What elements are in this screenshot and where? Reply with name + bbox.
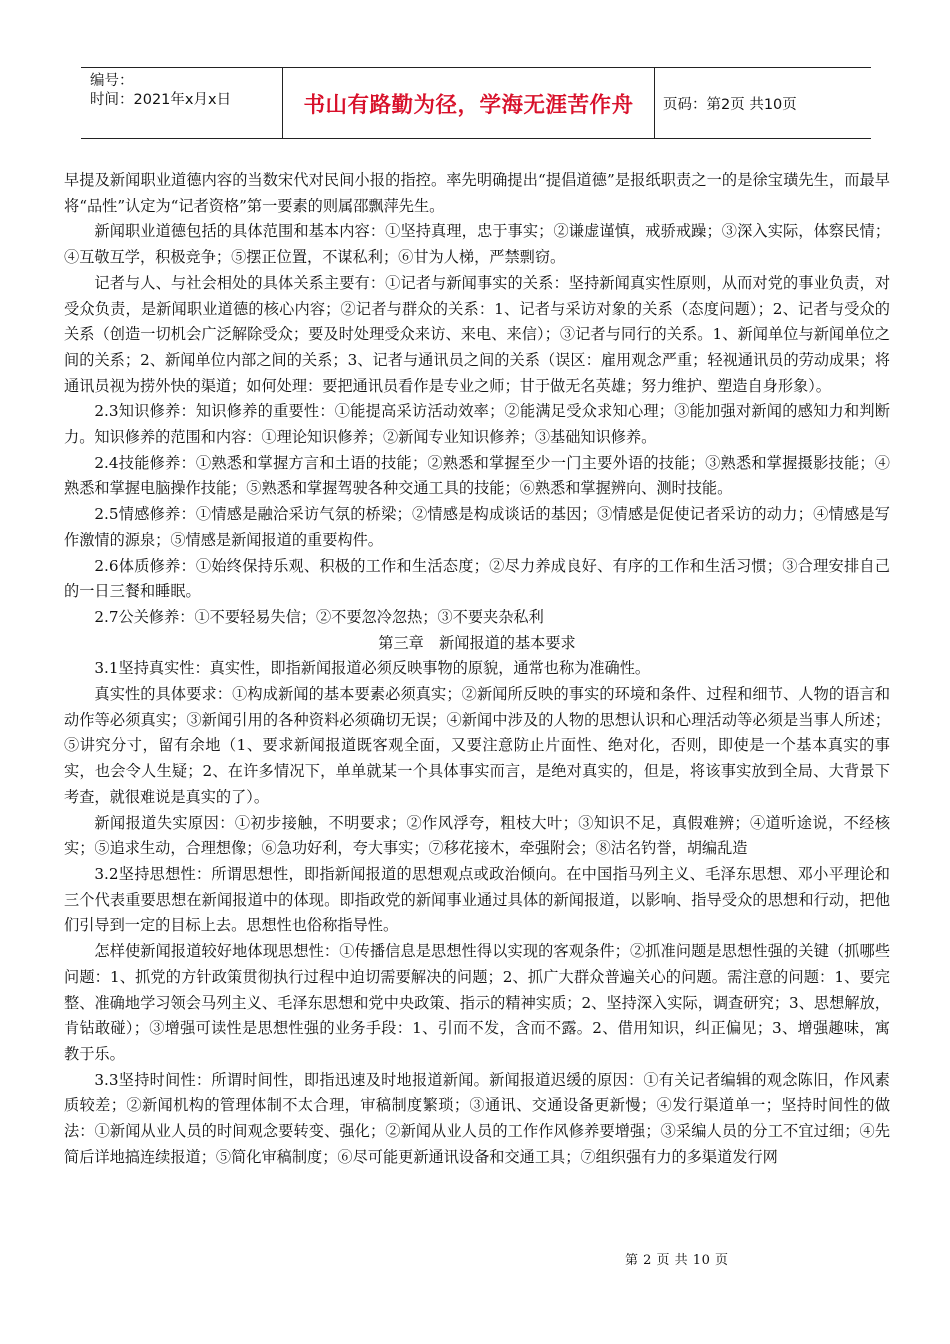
body-paragraph: 3.1坚持真实性：真实性，即指新闻报道必须反映事物的原貌，通常也称为准确性。	[94, 659, 651, 678]
document-body	[64, 168, 890, 1170]
header-page-info-cell	[655, 68, 871, 138]
body-paragraph: 2.7公关修养：①不要轻易失信；②不要忽冷忽热；③不要夹杂私利	[94, 607, 544, 626]
chapter-heading: 第三章 新闻报道的基本要求	[378, 633, 576, 652]
page-header	[81, 67, 871, 139]
document-date-label: 时间：2021年x月x日	[90, 92, 232, 108]
body-paragraph: 2.5情感修养：①情感是融洽采访气氛的桥梁；②情感是构成谈话的基因；③情感是促使记者采访的动力；④情感是写作激情的源泉；⑤情感是新闻报道的重要构件。	[64, 505, 890, 549]
body-paragraph: 3.3坚持时间性：所谓时间性，即指迅速及时地报道新闻。新闻报道迟缓的原因：①有关记者编辑的观念陈旧，作风素质较差；②新闻机构的管理体制不太合理，审稿制度繁琐；③通讯、交通设备更新慢；④发行渠道单一；坚持时间性的做法：①新闻从业人员的时间观念要转变、强化；②新闻从业人员的工作作风修养要增强；③采编人员的分工不宜过细；④先简后详地搞连续报道；⑤简化审稿制度；⑥尽可能更新通讯设备和交通工具；⑦组织强有力的多渠道发行网	[64, 1070, 890, 1166]
header-meta	[81, 68, 283, 138]
body-paragraph: 早提及新闻职业道德内容的当数宋代对民间小报的指控。率先明确提出“提倡道德”是报纸职责之一的是徐宝璜先生，而最早将“品性”认定为“记者资格”第一要素的则属邵飘萍先生。	[64, 171, 890, 215]
body-paragraph: 3.2坚持思想性：所谓思想性，即指新闻报道的思想观点或政治倾向。在中国指马列主义、毛泽东思想、邓小平理论和三个代表重要思想在新闻报道中的体现。即指政党的新闻事业通过具体的新闻报道，以影响、指导受众的思想和行动，把他们引导到一定的目标上去。思想性也俗称指导性。	[64, 864, 890, 935]
document-number-label: 编号：	[90, 73, 134, 89]
header-motto: 书山有路勤为径，学海无涯苦作舟	[303, 92, 634, 118]
body-paragraph: 新闻报道失实原因：①初步接触，不明要求；②作风浮夸，粗枝大叶；③知识不足，真假难辨；④道听途说，不经核实；⑤追求生动，合理想像；⑥急功好利，夸大事实；⑦移花接木，牵强附会；⑧沽名钓誉，胡编乱造	[64, 813, 890, 858]
body-paragraph: 新闻职业道德包括的具体范围和基本内容：①坚持真理，忠于事实；②谦虚谨慎，戒骄戒躁；③深入实际，体察民情；④互敬互学，积极竞争；⑤摆正位置，不谋私利；⑥甘为人梯，严禁剽窃。	[64, 222, 890, 267]
body-paragraph: 2.6体质修养：①始终保持乐观、积极的工作和生活态度；②尽力养成良好、有序的工作和生活习惯；③合理安排自己的一日三餐和睡眠。	[64, 556, 890, 601]
body-paragraph: 2.4技能修养：①熟悉和掌握方言和土语的技能；②熟悉和掌握至少一门主要外语的技能；③熟悉和掌握摄影技能；④熟悉和掌握电脑操作技能；⑤熟悉和掌握驾驶各种交通工具的技能；⑥熟悉和掌握辨向、测时技能。	[64, 453, 890, 498]
page-footer: 第 2 页 共 10 页	[625, 1253, 729, 1268]
body-paragraph: 2.3知识修养：知识修养的重要性：①能提高采访活动效率；②能满足受众求知心理；③能加强对新闻的感知力和判断力。知识修养的范围和内容：①理论知识修养；②新闻专业知识修养；③基础知识修养。	[64, 402, 890, 447]
body-paragraph: 记者与人、与社会相处的具体关系主要有：①记者与新闻事实的关系：坚持新闻真实性原则，从而对党的事业负责，对受众负责，是新闻职业道德的核心内容；②记者与群众的关系：1、记者与采访对象的关系（态度问题）；2、记者与受众的关系（创造一切机会广泛解除受众；要及时处理受众来访、来电、来信）；③记者与同行的关系。1、新闻单位与新闻单位之间的关系；2、新闻单位内部之间的关系；3、记者与通讯员之间的关系（误区：雇用观念严重；轻视通讯员的劳动成果；将通讯员视为捞外快的渠道；如何处理：要把通讯员看作是专业之师；甘于做无名英雄；努力维护、塑造自身形象）。	[64, 273, 890, 395]
body-paragraph: 真实性的具体要求：①构成新闻的基本要素必须真实；②新闻所反映的事实的环境和条件、过程和细节、人物的语言和动作等必须真实；③新闻引用的各种资料必须确切无误；④新闻中涉及的人物的思想认识和心理活动等必须是当事人所述；⑤讲究分寸，留有余地（1、要求新闻报道既客观全面，又要注意防止片面性、绝对化，否则，即使是一个基本真实的事实，也会令人生疑；2、在许多情况下，单单就某一个具体事实而言，是绝对真实的，但是，将该事实放到全局、大背景下考查，就很难说是真实的了）。	[64, 685, 890, 806]
header-motto-cell	[283, 68, 655, 138]
header-page-info: 页码：第2页 共10页	[663, 96, 797, 113]
body-paragraph: 怎样使新闻报道较好地体现思想性：①传播信息是思想性得以实现的客观条件；②抓准问题是思想性强的关键（抓哪些问题：1、抓党的方针政策贯彻执行过程中迫切需要解决的问题；2、抓广大群众普遍关心的问题。需注意的问题：1、要完整、准确地学习领会马列主义、毛泽东思想和党中央政策、指示的精神实质；2、坚持深入实际，调查研究；3、思想解放，肯钻敢碰）；③增强可读性是思想性强的业务手段：1、引而不发，含而不露。2、借用知识，纠正偏见；3、增强趣味，寓教于乐。	[64, 942, 890, 1063]
